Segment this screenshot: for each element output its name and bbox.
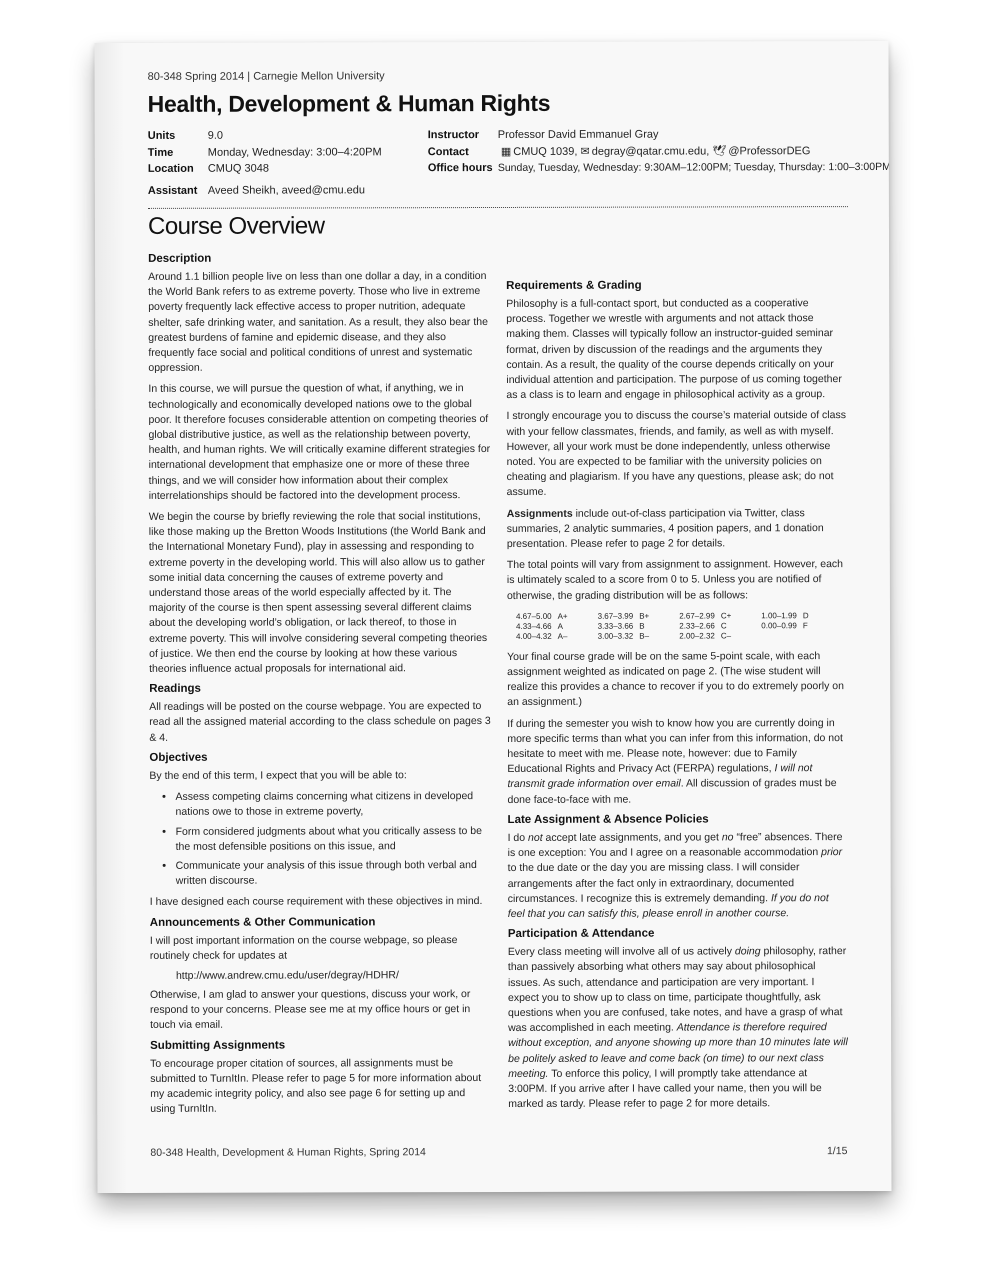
description-heading: Description: [148, 252, 212, 265]
list-item: • Communicate your analysis of this issue through both verbal and written discourse.: [176, 858, 492, 889]
grade-range: 4.33–4.66: [516, 621, 552, 631]
course-meta: 80-348 Spring 2014 | Carnegie Mellon University: [147, 70, 385, 83]
submitting-paragraph: To encourage proper citation of sources, all assignments must be submitted to TurnItIn. Please refer to page 5 for more information about my academic integrity policy, and also see page 6 for setting up and using TurnItIn.: [150, 1056, 482, 1116]
grade-range: 2.67–2.99: [679, 611, 715, 621]
syllabus-page: [94, 41, 891, 1193]
grade-letter: D: [802, 611, 809, 621]
grade-letter: [800, 631, 812, 641]
grade-range: 3.33–3.66: [597, 621, 634, 631]
announcements-paragraph: I will post important information on the course webpage, so please routinely check for updates at: [149, 933, 458, 962]
grade-range: 1.00–1.99: [761, 611, 797, 621]
page-footer: [150, 1145, 847, 1159]
info-contact: Contact ▦ CMUQ 1039, ✉ degray@qatar.cmu.edu, 🕊 @ProfessorDEG: [428, 143, 848, 161]
grade-letter: A+: [557, 611, 568, 621]
grade-gap: [571, 632, 595, 642]
two-columns: [148, 245, 848, 1116]
building-icon: ▦: [500, 145, 512, 158]
description-paragraph: We begin the course by briefly reviewing the role that social institutions, like those making up the Bretton Woods Institutions (the World Bank and the International Monetary Fund), play in assessing and responding to extreme poverty in the developing world. This will also allow us to gather some initial data concerning the causes of extreme poverty and understand those areas of the world especially affected by it. The majority of the course is then spent assessing several different claims about the developing world’s obligation, or lack thereof, to those in extreme poverty. This will involve considering several competing theories of justice. We then end the course by looking at how these various theories influence actual proposals for international aid.: [148, 510, 488, 675]
course-info: [147, 126, 891, 200]
grade-letter: C–: [720, 631, 732, 641]
participation-heading: Participation & Attendance: [507, 927, 655, 941]
info-location: Location CMUQ 3048: [147, 162, 269, 175]
late-policy-paragraph: I do not accept late assignments, and you get no “free” absences. There is one exception: You and I agree on a reasonable accommodation prior to the due date or the day you are missing class. I will consider arrangements after the fact only in extraordinary, documented circumstances. I recognize this is extremely demanding. If you do not feel that you can satisfy this, please enroll in another course.: [507, 830, 843, 920]
requirements-paragraph: I strongly encourage you to discuss the course’s material outside of class with your fellow classmates, friends, and family, as well as with myself. However, all your work must be done independently, unless otherwise noted. You are expected to be familiar with the university policies on cheating and plagiarism. If you have any questions, please ask; do not assume.: [506, 409, 846, 499]
readings-paragraph: All readings will be posted on the course webpage. You are expected to read all the assigned material according to the class schedule on pages 3 & 4.: [149, 700, 491, 744]
envelope-icon: ✉: [580, 145, 590, 158]
grade-gap: [652, 631, 676, 641]
grade-letter: B+: [639, 611, 650, 621]
grading-paragraph: The total points will vary from assignment to assignment. However, each is ultimately scaled to a score from 0 to 5. Unless you are notified of otherwise, the grading distribution will be as follows:: [506, 558, 844, 602]
objectives-list: [149, 789, 491, 889]
grade-table: [513, 611, 812, 642]
grade-range: 3.00–3.32: [597, 631, 634, 641]
info-office-hours: Office hours Sunday, Tuesday, Wednesday: 9:30AM–12:00PM; Tuesday, Thursday: 1:00–3:00PM: [427, 160, 891, 175]
grade-gap: [734, 611, 758, 621]
list-item: • Form considered judgments about what you critically assess to be the most defensible positions on this issue, and: [176, 824, 492, 855]
bird-icon: 🕊: [712, 144, 727, 157]
list-item: • Assess competing claims concerning what citizens in developed nations owe to those in extreme poverty,: [175, 789, 491, 820]
footer-course: 80-348 Health, Development & Human Rights, Spring 2014: [150, 1146, 426, 1159]
grade-gap: [734, 621, 758, 631]
description-paragraph: Around 1.1 billion people live on less than one dollar a day, in a condition the World Bank refers to as extreme poverty. Those who live in extreme poverty frequently lack effective access to proper nutrition, adequate shelter, safe drinking water, and sanitation. As a result, they also bear the greatest burdens of famine and epidemic disease, and they also frequently face social and political conditions of unrest and systematic oppression.: [148, 270, 488, 375]
ferpa-paragraph: If during the semester you wish to know how you are currently doing in more specific terms than what you can infer from this information, do not hesitate to meet with me. Please note, however: due to Family Educational Rights and Privacy Act (FERPA) regulations, I will not transmit grade information over email. All discussion of grades must be done face-to-face with me.: [507, 716, 843, 806]
submitting-heading: Submitting Assignments: [150, 1039, 286, 1052]
grade-letter: A–: [557, 631, 568, 641]
requirements-paragraph: Philosophy is a full-contact sport, but conducted as a cooperative process. Together we wrestle with arguments and not attack those making them. Classes will typically follow an instructor-guided seminar format, driven by discussion of the readings and the arguments they contain. As a result, the quality of the course depends critically on your individual attention and participation. The purpose of us coming together as a class is to learn and engage in philosophical activity as a group.: [506, 297, 842, 402]
grade-letter: B–: [639, 631, 650, 641]
grade-range: [758, 631, 800, 641]
grade-gap: [652, 611, 676, 621]
grade-row: [513, 631, 812, 642]
grade-range: 4.67–5.00: [515, 611, 552, 621]
grade-gap: [571, 612, 595, 622]
objectives-heading: Objectives: [149, 751, 208, 764]
description-paragraph: In this course, we will pursue the question of what, if anything, we in technologically and economically developed nations owe to the global poor. It therefore focuses considerable attention on competing theories of global distributive justice, as well as the relationship between poverty, health, and human rights. We will critically examine different strategies for international development that emphasize one or more of these three things, and we will consider how information about their complex interrelationships should be factored into the development process.: [148, 382, 491, 502]
grade-letter: F: [802, 621, 808, 631]
assignments-paragraph: Assignments include out-of-class participation via Twitter, class summaries, 2 analytic summaries, 4 position papers, and 1 donation presentation. Please refer to page 2 for details.: [506, 506, 824, 551]
readings-heading: Readings: [149, 683, 201, 696]
grade-range: 2.00–2.32: [679, 631, 715, 641]
announcements-paragraph: Otherwise, I am glad to answer your questions, discuss your work, or respond to your concerns. Please see me at my office hours or get in touch via email.: [149, 987, 471, 1032]
info-units: Units 9.0: [147, 129, 224, 142]
info-right: [427, 126, 891, 177]
right-column: [506, 273, 848, 1118]
grade-gap: [734, 631, 758, 641]
objectives-intro: By the end of this term, I expect that you will be able to:: [149, 769, 407, 782]
grade-gap: [571, 622, 595, 632]
grade-range: 4.00–4.32: [516, 631, 552, 641]
course-title: Health, Development & Human Rights: [147, 89, 551, 117]
page-number: 1/15: [826, 1145, 848, 1158]
grade-range: 3.67–3.99: [597, 611, 634, 621]
contact-email[interactable]: degray@qatar.cmu.edu,: [591, 144, 710, 158]
objectives-closing: I have designed each course requirement with these objectives in mind.: [149, 895, 483, 909]
divider: [148, 206, 848, 209]
participation-paragraph: Every class meeting will involve all of us actively doing philosophy, rather than passively absorbing what others may say about philosophical issues. As such, attendance and participation are very important. I expect you to show up to class on time, participate thoughtfully, ask questions when you are confused, take notes, and have a grasp of what was accomplished in each meeting. Attendance is therefore required without exception, and anyone showing up more than 10 minutes late will be politely asked to leave and come back (on time) to our next class meeting. To enforce this policy, I will promptly take attendance at 3:00PM. If you arrive after I have called your name, then you will be marked as tardy. Please refer to page 2 for more details.: [507, 945, 848, 1111]
grade-letter: C+: [720, 611, 732, 621]
grade-range: 0.00–0.99: [761, 621, 797, 631]
info-assistant: Assistant Aveed Sheikh, aveed@cmu.edu: [147, 183, 366, 197]
late-policy-heading: Late Assignment & Absence Policies: [507, 813, 709, 826]
info-time: Time Monday, Wednesday: 3:00–4:20PM: [147, 145, 382, 159]
announcements-heading: Announcements & Other Communication: [149, 915, 376, 929]
section-title: Course Overview: [147, 212, 325, 240]
grade-letter: C: [720, 621, 727, 631]
info-instructor: Instructor Professor David Emmanuel Gray: [427, 128, 659, 142]
grade-range: 2.33–2.66: [679, 621, 715, 631]
contact-twitter[interactable]: @ProfessorDEG: [728, 144, 811, 157]
grade-letter: B: [639, 621, 645, 631]
left-column: [148, 246, 492, 1123]
requirements-heading: Requirements & Grading: [506, 279, 642, 292]
course-webpage-link[interactable]: http://www.andrew.cmu.edu/user/degray/HDHR/: [175, 969, 399, 982]
grade-gap: [652, 621, 676, 631]
final-grade-paragraph: Your final course grade will be on the same 5-point scale, with each assignment weighted as indicated on page 2. (The wise student will realize this provides a chance to recover if you to do extremely poorly on an assignment.): [507, 650, 844, 709]
page-content: [147, 69, 891, 1116]
info-left: [148, 127, 418, 199]
grade-letter: A: [557, 621, 563, 631]
